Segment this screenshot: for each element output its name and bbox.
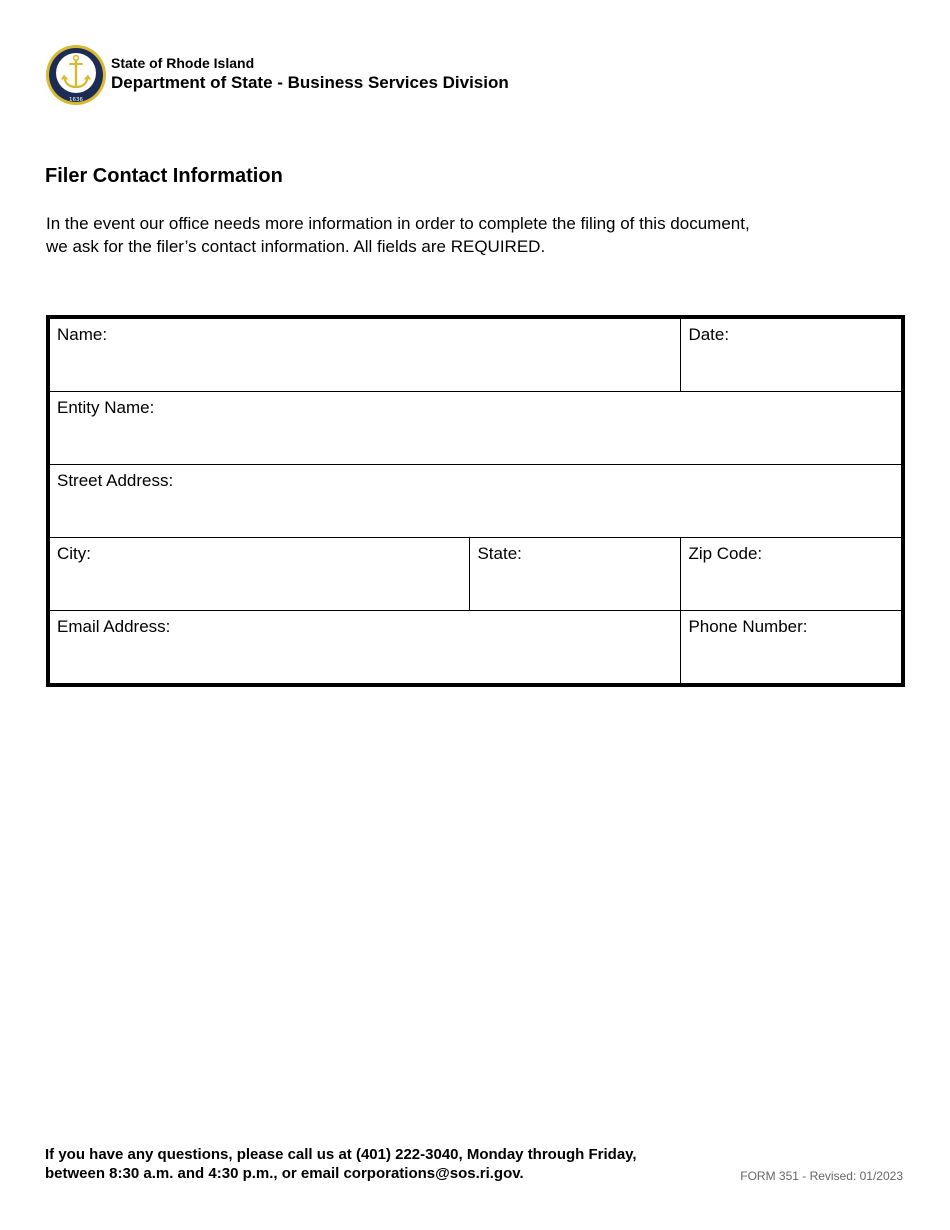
footer-note-line1: If you have any questions, please call us at (401) 222-3040, Monday through Friday,: [45, 1146, 637, 1163]
table-row: [48, 538, 903, 611]
street-address-label: Street Address:: [57, 471, 174, 490]
table-row: [48, 611, 903, 686]
entity-name-label: Entity Name:: [57, 398, 155, 417]
name-field[interactable]: [48, 317, 681, 392]
city-label: City:: [57, 544, 91, 563]
table-row: [48, 465, 903, 538]
name-label: Name:: [57, 325, 108, 344]
table-row: [48, 317, 903, 392]
state-field[interactable]: [470, 538, 681, 611]
intro-text: In the event our office needs more information in order to complete the filing of this document, we ask for the filer’s contact information. All fields are REQUIRED.: [46, 214, 750, 256]
footer-contact-note: [45, 1145, 637, 1183]
agency-name: [111, 55, 509, 93]
page-title: Filer Contact Information: [45, 165, 283, 187]
phone-number-label: Phone Number:: [688, 617, 808, 636]
svg-text:1636: 1636: [69, 97, 83, 103]
letterhead: [45, 44, 509, 106]
zip-code-field[interactable]: [681, 538, 903, 611]
email-address-label: Email Address:: [57, 617, 171, 636]
department-name: Department of State - Business Services Division: [111, 73, 509, 92]
street-address-field[interactable]: [48, 465, 903, 538]
zip-code-label: Zip Code:: [688, 544, 763, 563]
date-label: Date:: [688, 325, 730, 344]
state-label: State:: [477, 544, 522, 563]
phone-number-field[interactable]: [681, 611, 903, 686]
table-row: [48, 392, 903, 465]
entity-name-field[interactable]: [48, 392, 903, 465]
footer-note-line2: between 8:30 a.m. and 4:30 p.m., or email corporations@sos.ri.gov.: [45, 1165, 524, 1182]
contact-form-table: [46, 315, 905, 687]
email-address-field[interactable]: [48, 611, 681, 686]
form-revision-id: FORM 351 - Revised: 01/2023: [740, 1169, 903, 1183]
state-seal-logo: [45, 44, 107, 106]
city-field[interactable]: [48, 538, 470, 611]
state-name: State of Rhode Island: [111, 55, 255, 71]
date-field[interactable]: [681, 317, 903, 392]
